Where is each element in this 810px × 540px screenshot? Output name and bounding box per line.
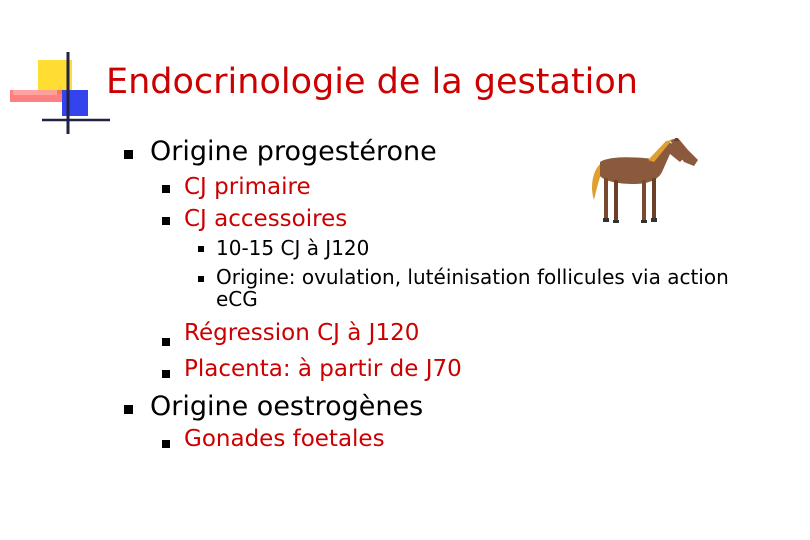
slide-logo-icon <box>10 52 110 136</box>
bullet-marker <box>124 405 133 414</box>
bullet-gonades: Gonades foetales <box>184 426 385 452</box>
bullet-marker <box>198 276 204 282</box>
bullet-marker <box>124 150 133 159</box>
bullet-placenta: Placenta: à partir de J70 <box>184 356 462 382</box>
origine-line-1: Origine: ovulation, lutéinisation follicules via action <box>216 265 729 289</box>
bullet-cj-count: 10-15 CJ à J120 <box>216 236 370 260</box>
bullet-origine-ovulation <box>216 266 729 310</box>
slide-title: Endocrinologie de la gestation <box>106 62 638 102</box>
bullet-marker <box>162 370 170 378</box>
bullet-marker <box>162 217 170 225</box>
bullet-regression: Régression CJ à J120 <box>184 320 420 346</box>
bullet-origine-oestrogenes: Origine oestrogènes <box>150 391 424 422</box>
origine-line-2: eCG <box>216 287 258 311</box>
bullet-marker <box>162 440 170 448</box>
bullet-marker <box>162 338 170 346</box>
bullet-origine-progesterone: Origine progestérone <box>150 136 437 167</box>
bullet-marker <box>198 246 204 252</box>
bullet-marker <box>162 185 170 193</box>
bullet-cj-accessoires: CJ accessoires <box>184 206 348 232</box>
horse-icon <box>588 138 700 224</box>
bullet-cj-primaire: CJ primaire <box>184 174 311 200</box>
